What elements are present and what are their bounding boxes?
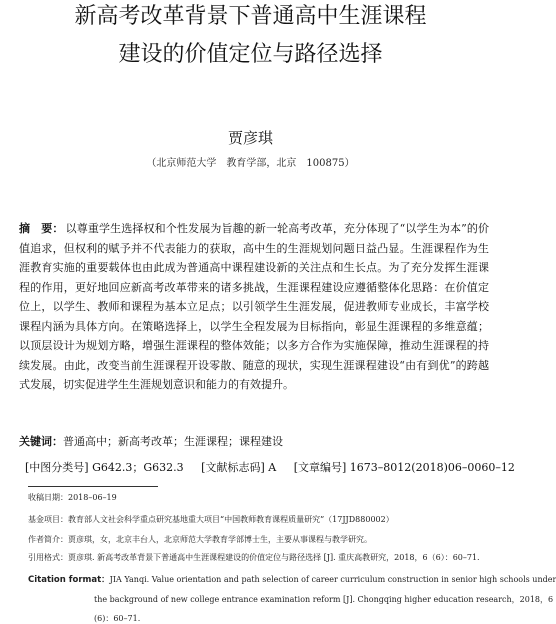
citation-en-text-1: JIA Yanqi. Value orientation and path selection of career curriculum construction in senior high schools under — [109, 575, 556, 584]
author-name: 贾彦琪 — [227, 129, 273, 147]
footnote-received: 收稿日期：2018–06–19 — [28, 493, 117, 502]
paper-title-line-1: 新高考改革背景下普通高中生涯课程 — [74, 4, 427, 29]
keywords-text: 普通高中；新高考改革；生涯课程；课程建设 — [63, 435, 283, 448]
article-no-label: [文章编号] — [293, 461, 347, 474]
classification-line — [25, 460, 515, 476]
abstract — [19, 219, 489, 395]
clc-value: G642.3；G632.3 — [92, 461, 184, 474]
footnote-citation-cn: 引用格式：贾彦琪. 新高考改革背景下普通高中生涯课程建设的价值定位与路径选择 [J]. 重庆高教研究，2018，6（6）：60–71. — [28, 553, 480, 562]
abstract-label: 摘 要： — [19, 222, 64, 235]
keywords-label: 关键词： — [19, 435, 63, 448]
clc-label: [中图分类号] — [25, 461, 89, 474]
abstract-text: 以尊重学生选择权和个性发展为旨趣的新一轮高考改革，充分体现了“以学生为本”的价值追求，但权利的赋予并不代表能力的获取，高中生的生涯规划问题日益凸显。生涯课程作为生涯教育实施的重要载体也由此成为普通高中课程建设新的关注点和生长点。为了充分发挥生涯课程的作用，更好地回应新高考改革带来的诸多挑战，生涯课程建设应遵循整体化思路：在价值定位上，以学生、教师和课程为基本立足点；以引领学生生涯发展，促进教师专业成长，丰富学校课程内涵为具体方向。在策略选择上，以学生全程发展为目标指向，彰显生涯课程的多维意蕴；以顶层设计为规划方略，增强生涯课程的整体效能；以多方合作为实施保障，推动生涯课程的持续发展。由此，改变当前生涯课程开设零散、随意的现状，实现生涯课程建设“由有到优”的跨越式发展，切实促进学生生涯规划意识和能力的有效提升。 — [19, 222, 490, 391]
footnote-author-bio: 作者简介：贾彦琪，女，北京丰台人，北京师范大学教育学部博士生，主要从事课程与教学研究。 — [28, 535, 372, 544]
footnote-funding: 基金项目：教育部人文社会科学重点研究基地重大项目“中国教师教育课程质量研究”（17JJD880002） — [28, 515, 394, 524]
citation-en-line-2: the background of new college entrance examination reform [J]. Chongqing higher education research，2018，6 — [94, 595, 554, 604]
doc-code-value: A — [268, 461, 277, 474]
doc-code-label: [文献标志码] — [201, 461, 265, 474]
footnote-divider — [28, 486, 158, 487]
keywords — [19, 434, 489, 450]
article-no-value: 1673–8012(2018)06–0060–12 — [349, 461, 515, 474]
author-affiliation: （北京师范大学 教育学部，北京 100875） — [146, 158, 355, 169]
citation-en-line-1 — [28, 573, 556, 585]
paper-title-line-2: 建设的价值定位与路径选择 — [118, 42, 383, 67]
citation-en-label: Citation format： — [28, 575, 110, 585]
citation-en-line-3: (6)：60–71. — [94, 614, 141, 623]
